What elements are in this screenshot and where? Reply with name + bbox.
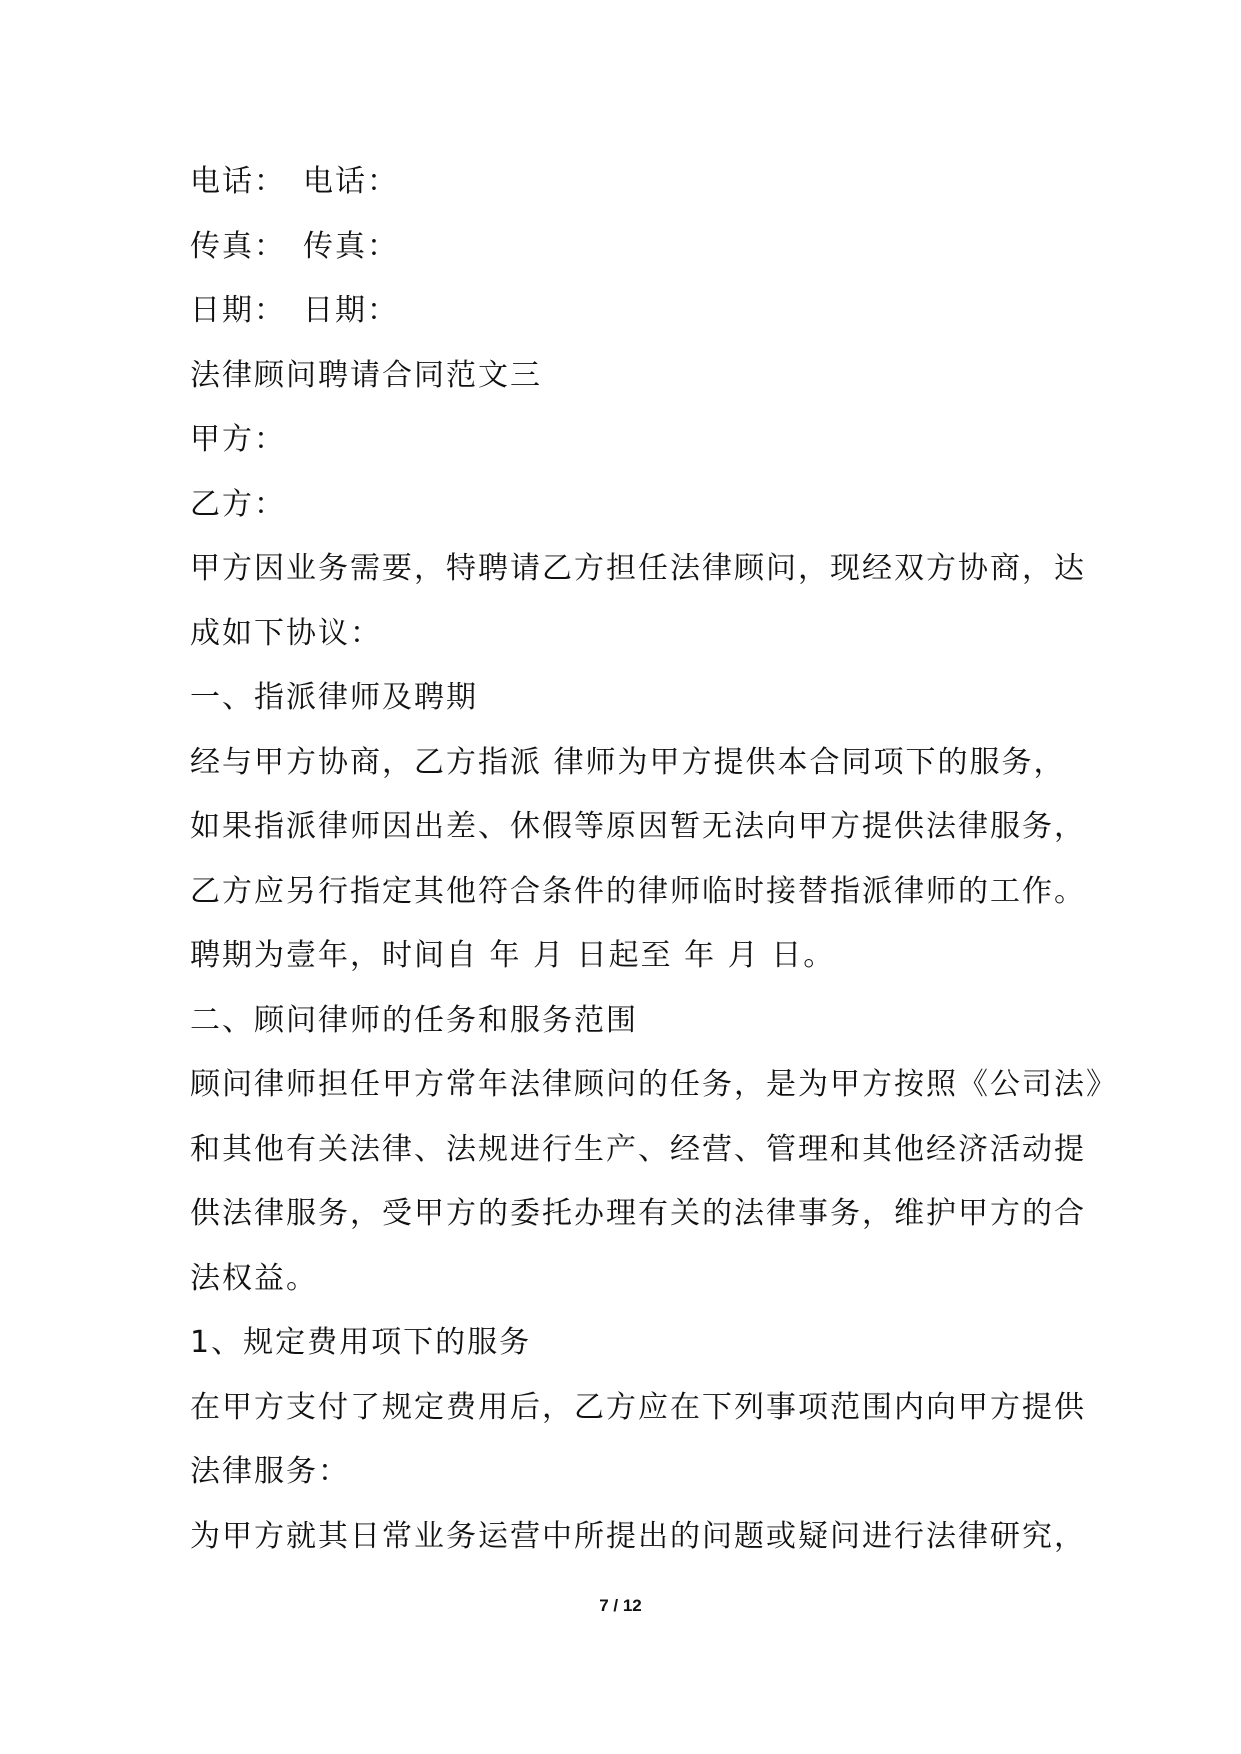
paragraph-line: 在甲方支付了规定费用后，乙方应在下列事项范围内向甲方提供 <box>190 1389 1086 1425</box>
subclause-heading: 1、规定费用项下的服务 <box>190 1325 532 1360</box>
text-line-fax: 传真： 传真： <box>190 228 399 264</box>
document-body <box>190 150 1118 1569</box>
paragraph-line: 成如下协议： <box>190 615 382 651</box>
text-line-date: 日期： 日期： <box>190 293 399 328</box>
page-number: 7 / 12 <box>599 1596 642 1615</box>
paragraph-line: 顾问律师担任甲方常年法律顾问的任务，是为甲方按照《公司法》 <box>190 1067 1118 1102</box>
section-title: 法律顾问聘请合同范文三 <box>190 357 542 393</box>
paragraph-line: 经与甲方协商，乙方指派 律师为甲方提供本合同项下的服务， <box>190 744 1066 780</box>
paragraph-line: 和其他有关法律、法规进行生产、经营、管理和其他经济活动提 <box>190 1131 1086 1167</box>
paragraph-line: 如果指派律师因出差、休假等原因暂无法向甲方提供法律服务， <box>190 809 1086 844</box>
party-b-line: 乙方： <box>190 486 286 522</box>
clause-heading: 一、指派律师及聘期 <box>190 680 478 715</box>
paragraph-line: 乙方应另行指定其他符合条件的律师临时接替指派律师的工作。 <box>190 873 1086 909</box>
text-line-phone: 电话： 电话： <box>190 164 399 199</box>
paragraph-line: 聘期为壹年，时间自 年 月 日起至 年 月 日。 <box>190 938 836 973</box>
paragraph-line: 甲方因业务需要，特聘请乙方担任法律顾问，现经双方协商，达 <box>190 551 1086 586</box>
clause-heading: 二、顾问律师的任务和服务范围 <box>190 1002 638 1038</box>
paragraph-line: 法权益。 <box>190 1260 318 1296</box>
paragraph-line: 法律服务： <box>190 1454 350 1489</box>
paragraph-line: 为甲方就其日常业务运营中所提出的问题或疑问进行法律研究， <box>190 1518 1086 1554</box>
paragraph-line: 供法律服务，受甲方的委托办理有关的法律事务，维护甲方的合 <box>190 1196 1086 1231</box>
party-a-line: 甲方： <box>190 422 286 457</box>
